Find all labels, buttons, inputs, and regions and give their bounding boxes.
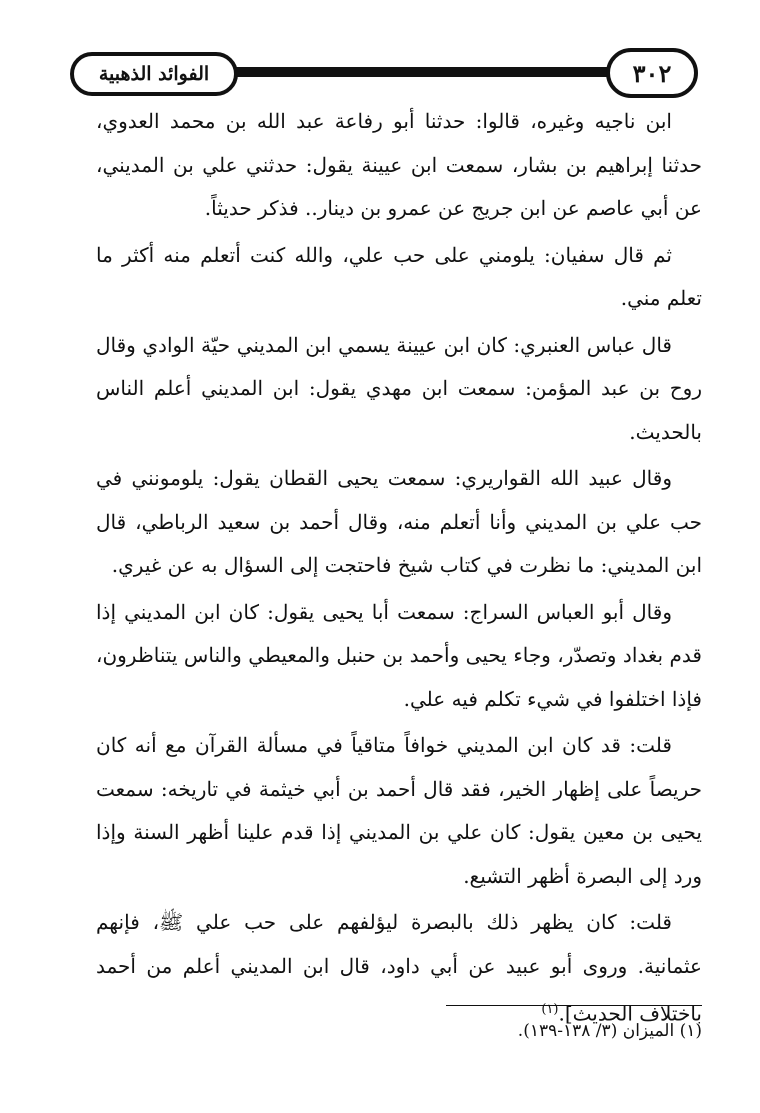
book-title: الفوائد الذهبية xyxy=(70,52,238,96)
footnote-marker: (١) xyxy=(541,1002,559,1017)
paragraph: قال عباس العنبري: كان ابن عيينة يسمي ابن المديني حيّة الوادي وقال روح بن عبد المؤمن: سمعت ابن مهدي يقول: ابن المديني أعلم الناس بالحديث. xyxy=(96,332,702,444)
footnote: (١) الميزان (٣/ ١٣٨-١٣٩). xyxy=(517,1021,702,1041)
page-header xyxy=(0,0,760,110)
footnote-divider xyxy=(446,1005,702,1006)
paragraph: ثم قال سفيان: يلومني على حب علي، والله كنت أتعلم منه أكثر ما تعلم مني. xyxy=(96,242,702,310)
paragraph: وقال أبو العباس السراج: سمعت أبا يحيى يقول: كان ابن المديني إذا قدم بغداد وتصدّر، وجاء يحيى وأحمد بن حنبل والمعيطي والناس يتناظرون، فإذا اختلفوا في شيء تكلم فيه علي. xyxy=(96,599,702,711)
header-rule xyxy=(236,67,608,77)
paragraph-text: قلت: كان يظهر ذلك بالبصرة ليؤلفهم على حب علي ﷺ، فإنهم عثمانية. وروى أبو عبيد عن أبي داود، قال ابن المديني أعلم من أحمد باختلاف الحديث]. xyxy=(96,910,702,1026)
main-text xyxy=(96,100,702,1039)
paragraph: قلت: قد كان ابن المديني خوافاً متاقياً في مسألة القرآن مع أنه كان حريصاً على إظهار الخير، فقد قال أحمد بن أبي خيثمة في تاريخه: سمعت يحيى بن معين يقول: كان علي بن المديني إذا قدم علينا أظهر السنة وإذا ورد إلى البصرة أظهر التشيع. xyxy=(96,733,702,888)
paragraph: ابن ناجيه وغيره، قالوا: حدثنا أبو رفاعة عبد الله بن محمد العدوي، حدثنا إبراهيم بن بشار، سمعت ابن عيينة يقول: حدثني علي بن المديني، عن أبي عاصم عن ابن جريج عن عمرو بن دينار.. فذكر حديثاً. xyxy=(96,109,702,220)
paragraph: وقال عبيد الله القواريري: سمعت يحيى القطان يقول: يلومونني في حب علي بن المديني وأنا أتعلم منه، وقال أحمد بن سعيد الرباطي، قال ابن المديني: ما نظرت في كتاب شيخ فاحتجت إلى السؤال به عن غيري. xyxy=(96,466,702,577)
page-number: ٣٠٢ xyxy=(606,48,698,98)
